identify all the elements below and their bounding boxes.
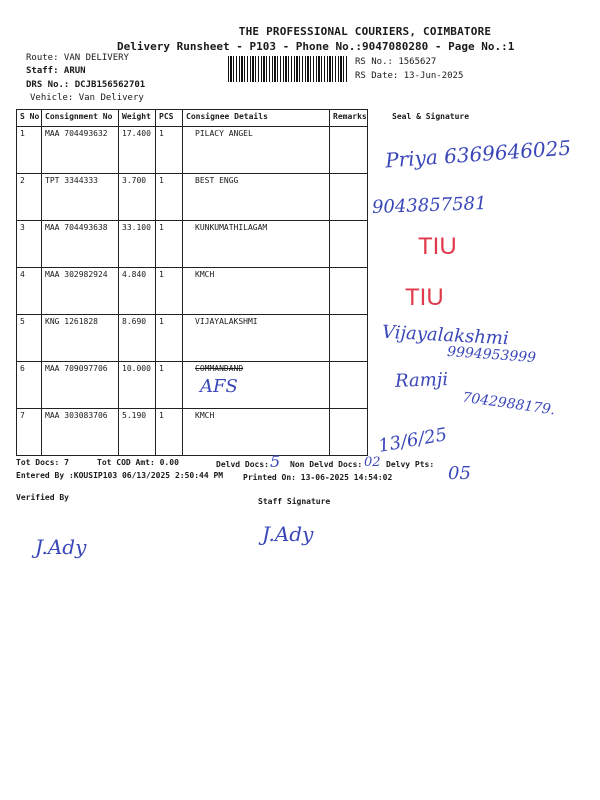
cell-sno: 6 (17, 362, 42, 409)
col-consignment: Consignment No (42, 110, 119, 127)
handwritten-signature-1: Priya 6369646025 (384, 135, 572, 173)
cell-remarks (330, 174, 368, 221)
cell-weight: 33.100 (119, 221, 156, 268)
staff-label: Staff: ARUN (26, 66, 86, 76)
route-label: Route: VAN DELIVERY (26, 53, 129, 63)
cell-remarks (330, 315, 368, 362)
cell-sno: 4 (17, 268, 42, 315)
cell-remarks (330, 221, 368, 268)
cell-consignment: KNG 1261828 (42, 315, 119, 362)
vehicle-label: Vehicle: Van Delivery (30, 93, 144, 103)
drs-label: DRS No.: DCJB156562701 (26, 80, 146, 90)
barcode (228, 56, 348, 82)
cell-sno: 2 (17, 174, 42, 221)
verified-by-label: Verified By (16, 493, 69, 502)
total-cod-amount: Tot COD Amt: 0.00 (97, 458, 179, 467)
delivered-docs-count: 5 (270, 452, 281, 471)
cell-weight: 10.000 (119, 362, 156, 409)
handwritten-signature-6: Ramji (394, 369, 449, 392)
col-pcs: PCS (156, 110, 183, 127)
handwritten-signature-5: Vijayalakshmi (381, 321, 510, 350)
cell-remarks (330, 362, 368, 409)
printed-on: Printed On: 13-06-2025 14:54:02 (243, 473, 393, 482)
cell-consignment: TPT 3344333 (42, 174, 119, 221)
cell-sno: 7 (17, 409, 42, 456)
cell-pcs: 1 (156, 221, 183, 268)
cell-consignee: PILACY ANGEL (183, 127, 330, 174)
cell-weight: 4.840 (119, 268, 156, 315)
consignee-struck: COMMANDAND (195, 364, 244, 373)
cell-sno: 5 (17, 315, 42, 362)
cell-consignment: MAA 704493632 (42, 127, 119, 174)
cell-weight: 3.700 (119, 174, 156, 221)
delivery-points-count: 05 (448, 463, 471, 484)
handwritten-signature-2: 9043857581 (371, 193, 487, 218)
cell-pcs: 1 (156, 362, 183, 409)
cell-pcs: 1 (156, 127, 183, 174)
handwritten-signature-7: 13/6/25 (376, 424, 449, 457)
staff-signature-label: Staff Signature (258, 497, 331, 506)
cell-weight: 5.190 (119, 409, 156, 456)
runsheet-title: Delivery Runsheet - P103 - Phone No.:9047080280 - Page No.:1 (117, 40, 515, 53)
total-docs: Tot Docs: 7 (16, 458, 69, 467)
handwritten-signature-3: TIU (418, 233, 457, 260)
cell-consignment: MAA 303083706 (42, 409, 119, 456)
cell-weight: 17.400 (119, 127, 156, 174)
cell-pcs: 1 (156, 315, 183, 362)
handwritten-afs: AFS (200, 376, 238, 397)
rs-date: RS Date: 13-Jun-2025 (355, 71, 464, 81)
col-consignee: Consignee Details (183, 110, 330, 127)
cell-consignment: MAA 302982924 (42, 268, 119, 315)
verified-by-signature: J.Ady (35, 535, 87, 559)
delivery-points-label: Delvy Pts: (386, 460, 435, 469)
cell-consignee: KMCH (183, 268, 330, 315)
col-weight: Weight (119, 110, 156, 127)
cell-sno: 1 (17, 127, 42, 174)
cell-consignee: BEST ENGG (183, 174, 330, 221)
delivered-docs-label: Delvd Docs: (216, 460, 269, 469)
non-delivered-docs-label: Non Delvd Docs: (290, 460, 363, 469)
table-header-row (17, 110, 502, 127)
handwritten-signature-4: TIU (405, 284, 444, 311)
cell-remarks (330, 409, 368, 456)
cell-remarks (330, 268, 368, 315)
cell-consignee: KMCH (183, 409, 330, 456)
cell-pcs: 1 (156, 174, 183, 221)
cell-pcs: 1 (156, 268, 183, 315)
col-sno: S No (17, 110, 42, 127)
cell-consignee: VIJAYALAKSHMI (183, 315, 330, 362)
cell-remarks (330, 127, 368, 174)
handwritten-signature-5-phone: 9994953999 (446, 343, 537, 367)
cell-sno: 3 (17, 221, 42, 268)
cell-consignment: MAA 704493638 (42, 221, 119, 268)
col-signature: Seal & Signature (392, 111, 470, 121)
cell-consignment: MAA 709097706 (42, 362, 119, 409)
entered-by: Entered By :KOUSIP103 06/13/2025 2:50:44 PM (16, 471, 224, 480)
cell-pcs: 1 (156, 409, 183, 456)
col-remarks: Remarks (330, 110, 368, 127)
rs-number: RS No.: 1565627 (355, 57, 437, 67)
cell-consignee: KUNKUMATHILAGAM (183, 221, 330, 268)
handwritten-signature-6-phone: 7042988179. (461, 389, 557, 419)
company-title: THE PROFESSIONAL COURIERS, COIMBATORE (238, 25, 492, 38)
cell-weight: 8.690 (119, 315, 156, 362)
staff-signature: J.Ady (262, 522, 314, 546)
non-delivered-docs-count: 02 (364, 455, 381, 470)
